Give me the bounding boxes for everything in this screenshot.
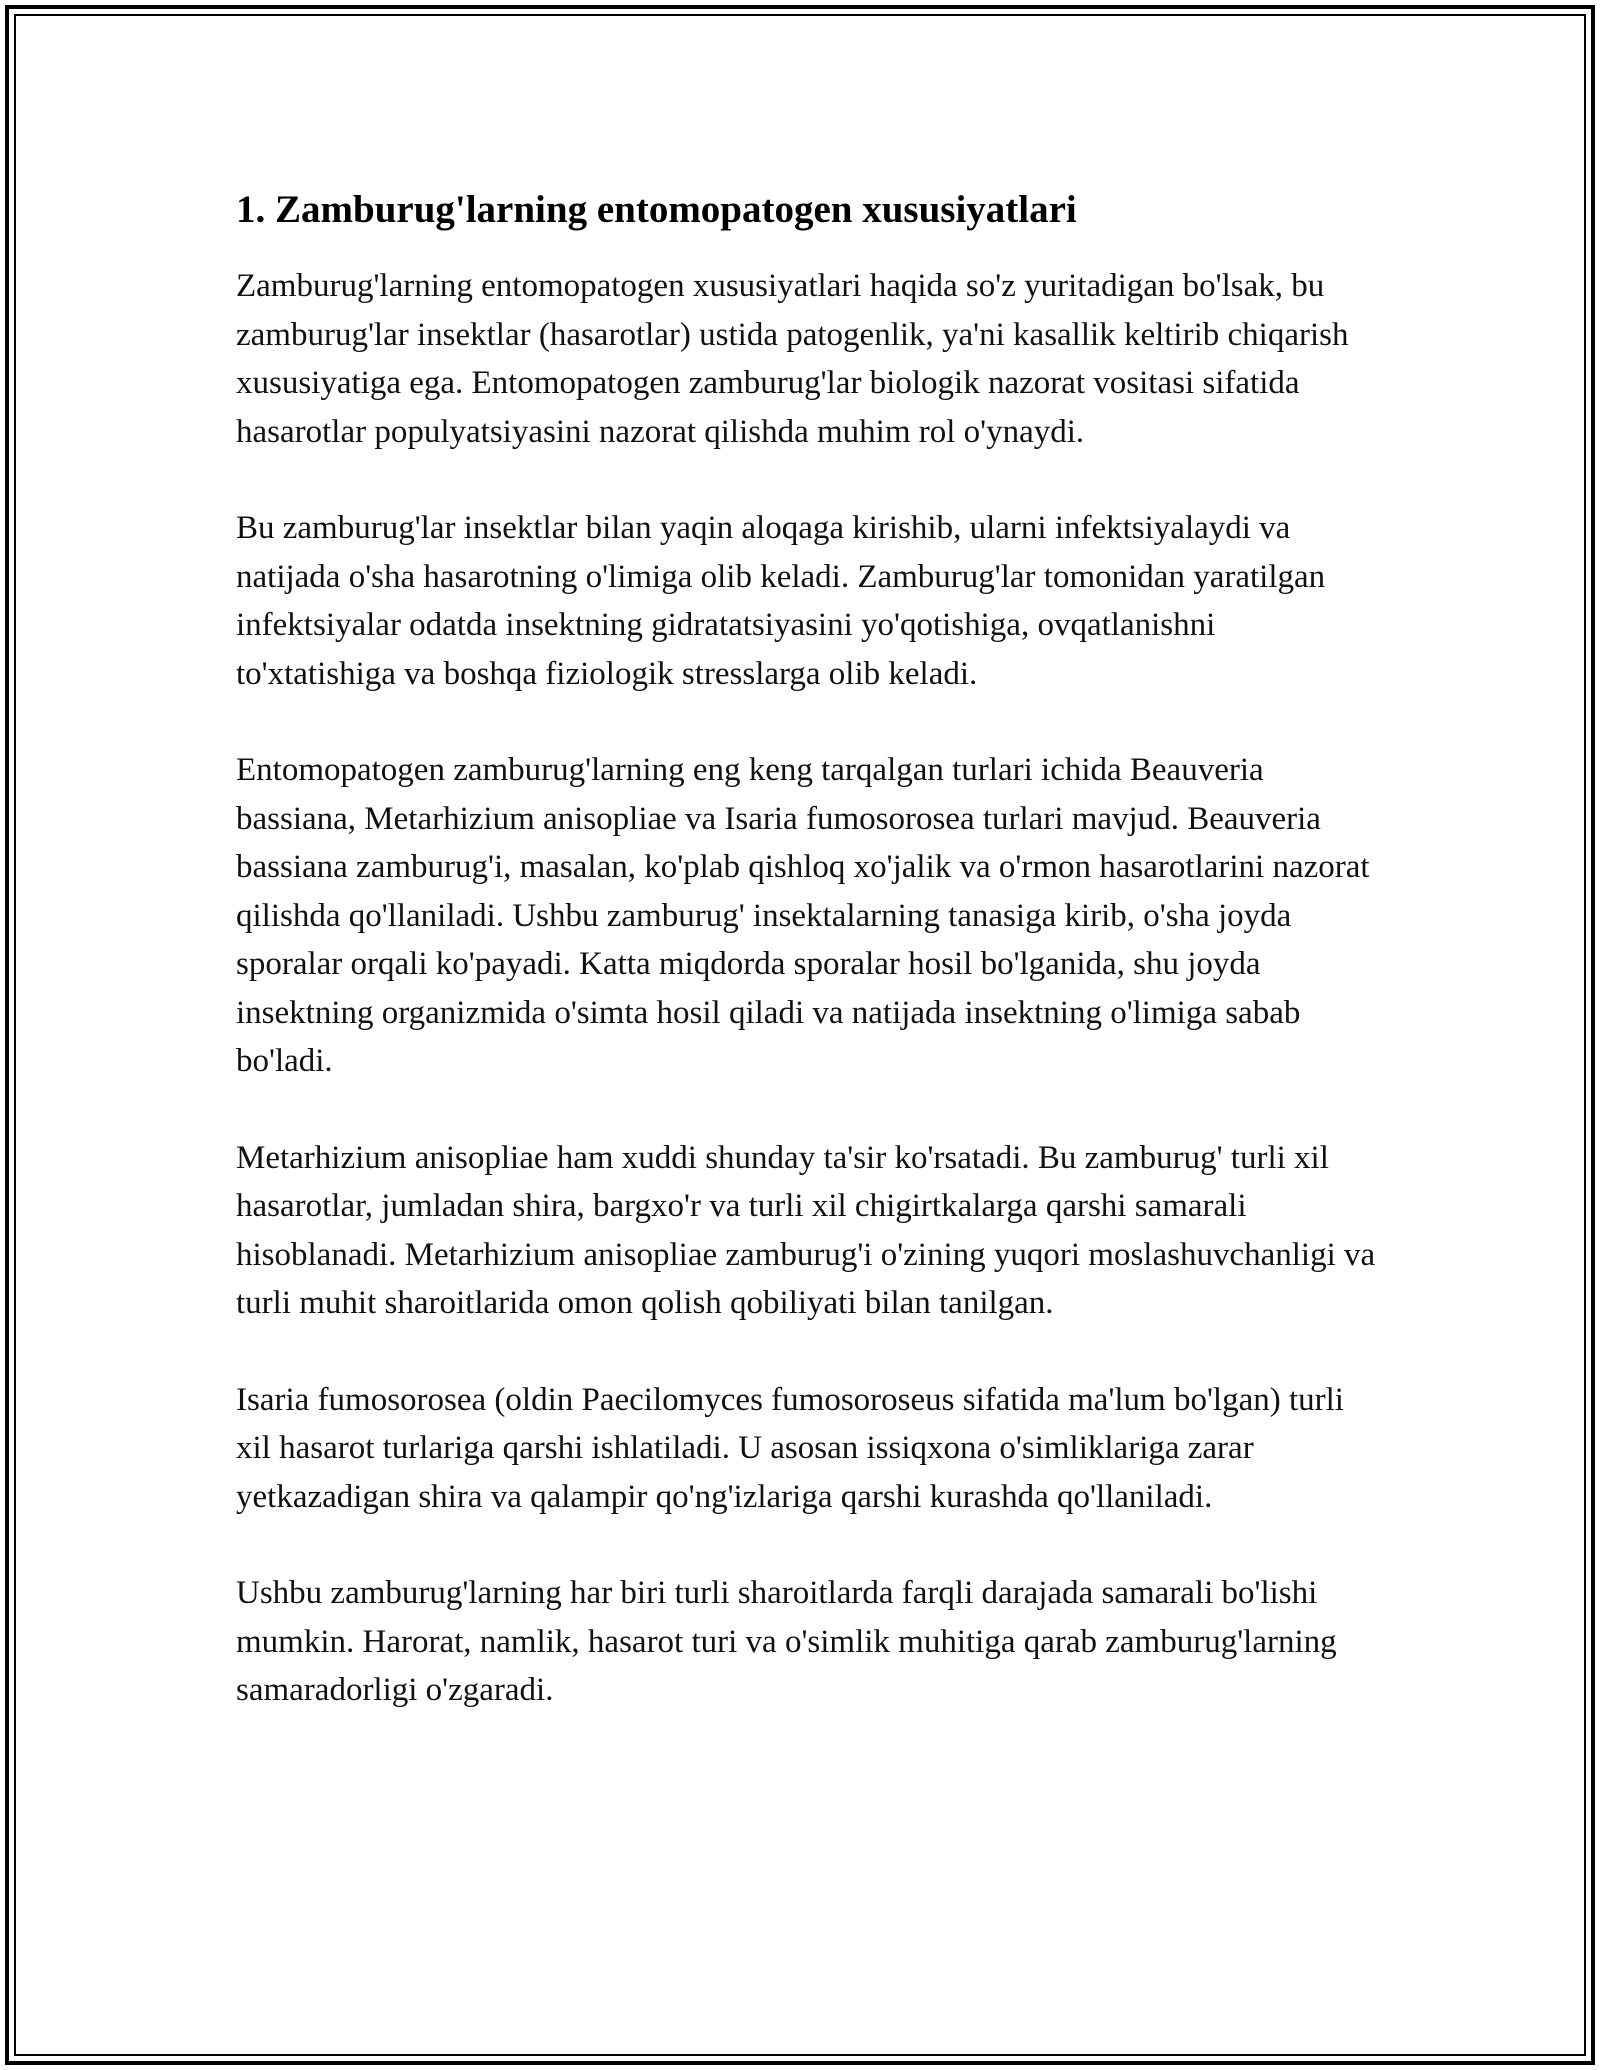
paragraph-species: Entomopatogen zamburug'larning eng keng tarqalgan turlari ichida Beauveria bassiana, Metarhizium anisopliae va Isaria fumosorosea turlari mavjud. Beauveria bassiana zamburug'i, masalan, ko'plab qishloq xo'jalik va o'rmon hasarotlarini nazorat qilishda qo'llaniladi. Ushbu zamburug' insektalarning tanasiga kirib, o'sha joyda sporalar orqali ko'payadi. Katta miqdorda sporalar hosil bo'lganida, shu joyda insektning organizmida o'simta hosil qiladi va natijada insektning o'limiga sabab bo'ladi. [236,752,1370,1079]
paragraph-infection: Bu zamburug'lar insektlar bilan yaqin aloqaga kirishib, ularni infektsiyalaydi va natijada o'sha hasarotning o'limiga olib keladi. Zamburug'lar tomonidan yaratilgan infektsiyalar odatda insektning gidratatsiyasini yo'qotishiga, ovqatlanishni to'xtatishiga va boshqa fiziologik stresslarga olib keladi. [236,510,1326,692]
document-body [236,186,1376,1763]
paragraph-effectiveness: Ushbu zamburug'larning har biri turli sharoitlarda farqli darajada samarali bo'lishi mumkin. Harorat, namlik, hasarot turi va o'simlik muhitiga qarab zamburug'larning samaradorligi o'zgaradi. [236,1575,1337,1708]
paragraph-isaria: Isaria fumosorosea (oldin Paecilomyces fumosoroseus sifatida ma'lum bo'lgan) turli xil hasarot turlariga qarshi ishlatiladi. U asosan issiqxona o'simliklariga zarar yetkazadigan shira va qalampir qo'ng'izlariga qarshi kurashda qo'llaniladi. [236,1381,1344,1515]
paragraph-intro: Zamburug'larning entomopatogen xususiyatlari haqida so'z yuritadigan bo'lsak, bu zamburug'lar insektlar (hasarotlar) ustida patogenlik, ya'ni kasallik keltirib chiqarish xususiyatiga ega. Entomopatogen zamburug'lar biologik nazorat vositasi sifatida hasarotlar populyatsiyasini nazorat qilishda muhim rol o'ynaydi. [236,268,1349,450]
paragraph-metarhizium: Metarhizium anisopliae ham xuddi shunday ta'sir ko'rsatadi. Bu zamburug' turli xil hasarotlar, jumladan shira, bargxo'r va turli xil chigirtkalarga qarshi samarali hisoblanadi. Metarhizium anisopliae zamburug'i o'zining yuqori moslashuvchanligi va turli muhit sharoitlarida omon qolish qobiliyati bilan tanilgan. [236,1139,1376,1321]
section-heading: 1. Zamburug'larning entomopatogen xususiyatlari [236,188,1077,231]
